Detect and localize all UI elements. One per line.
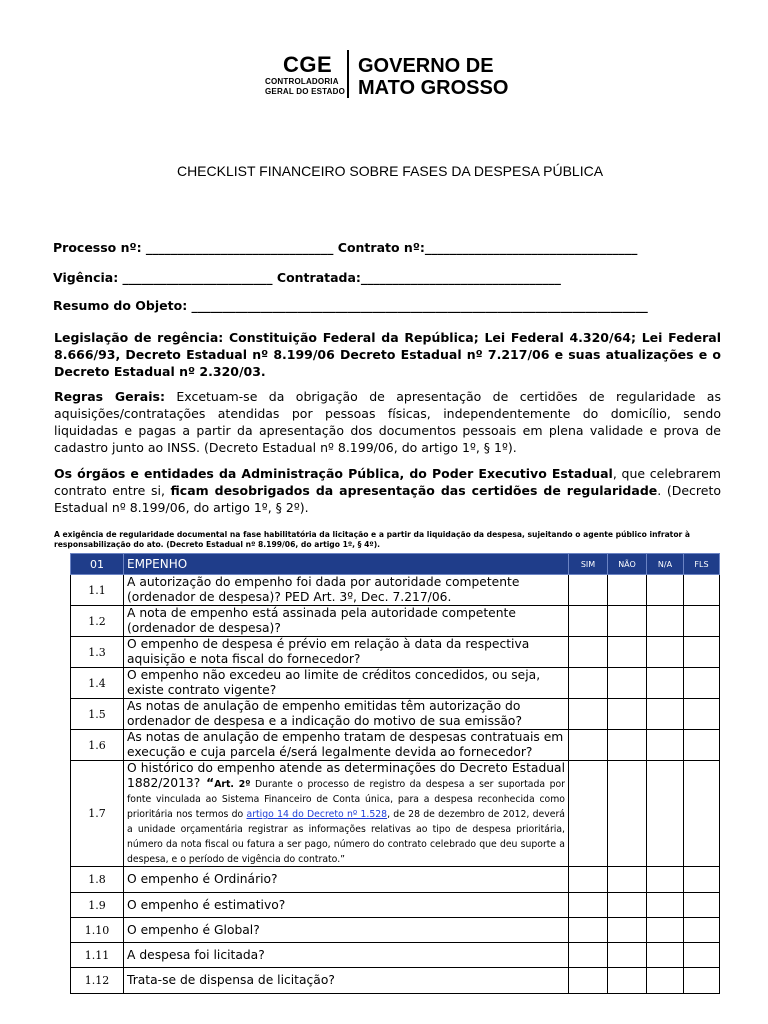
- row-number: 1.3: [71, 637, 124, 668]
- answer-sim-cell[interactable]: [569, 637, 608, 668]
- row-number: 1.7: [71, 761, 124, 867]
- answer-na-cell[interactable]: [647, 575, 684, 606]
- answer-nao-cell[interactable]: [608, 867, 647, 893]
- column-fls: FLS: [684, 554, 720, 575]
- row-number: 1.1: [71, 575, 124, 606]
- answer-na-cell[interactable]: [647, 943, 684, 968]
- answer-nao-cell[interactable]: [608, 699, 647, 730]
- row-number: 1.9: [71, 893, 124, 918]
- regras-gerais-label: Regras Gerais:: [54, 389, 165, 404]
- answer-sim-cell[interactable]: [569, 867, 608, 893]
- resumo-objeto-field: Resumo do Objeto: _________________________________________________________________________: [53, 298, 648, 313]
- row-number: 1.11: [71, 943, 124, 968]
- row-number: 1.5: [71, 699, 124, 730]
- answer-sim-cell[interactable]: [569, 918, 608, 943]
- table-row: [71, 893, 720, 918]
- row-question: [124, 761, 569, 867]
- answer-sim-cell[interactable]: [569, 730, 608, 761]
- orgaos-text-2: . (Decreto Estadual nº 8.199/06, do artigo 1º, § 2º).: [54, 483, 721, 515]
- logo-divider: [347, 50, 349, 98]
- regularidade-note: A exigência de regularidade documental na fase habilitatória da licitação e a partir da liquidação da despesa, sujeitando o agente público infrator à responsabilização do ato. (Decreto Estadual nº 8.199/06, do artigo 1º, § 4º).: [54, 530, 691, 549]
- orgaos-paragraph: [54, 465, 721, 516]
- answer-fls-cell[interactable]: [684, 637, 720, 668]
- row-question: A nota de empenho está assinada pela autoridade competente (ordenador de despesa)?: [124, 606, 569, 637]
- row-number: 1.4: [71, 668, 124, 699]
- checklist-table: [70, 553, 720, 994]
- answer-fls-cell[interactable]: [684, 606, 720, 637]
- table-row: [71, 943, 720, 968]
- answer-nao-cell[interactable]: [608, 893, 647, 918]
- answer-sim-cell[interactable]: [569, 668, 608, 699]
- row-question: A autorização do empenho foi dada por autoridade competente (ordenador de despesa)? PED Art. 3º, Dec. 7.217/06.: [124, 575, 569, 606]
- row-question: O empenho é Ordinário?: [124, 867, 569, 893]
- answer-sim-cell[interactable]: [569, 575, 608, 606]
- column-na: N/A: [647, 554, 684, 575]
- answer-fls-cell[interactable]: [684, 730, 720, 761]
- row-question: A despesa foi licitada?: [124, 943, 569, 968]
- answer-fls-cell[interactable]: [684, 867, 720, 893]
- logo-government-line2: MATO GROSSO: [358, 77, 509, 99]
- answer-nao-cell[interactable]: [608, 668, 647, 699]
- answer-nao-cell[interactable]: [608, 968, 647, 994]
- row-number: 1.6: [71, 730, 124, 761]
- answer-fls-cell[interactable]: [684, 968, 720, 994]
- answer-nao-cell[interactable]: [608, 943, 647, 968]
- legislacao-paragraph: Legislação de regência: Constituição Federal da República; Lei Federal 4.320/64; Lei Federal 8.666/93, Decreto Estadual nº 8.199/06 Decreto Estadual nº 7.217/06 e suas atualizações e o Decreto Estadual nº 2.320/03.: [54, 330, 721, 379]
- table-row: [71, 606, 720, 637]
- answer-nao-cell[interactable]: [608, 606, 647, 637]
- answer-na-cell[interactable]: [647, 893, 684, 918]
- row-number: 1.10: [71, 918, 124, 943]
- table-row: [71, 867, 720, 893]
- table-row: [71, 699, 720, 730]
- answer-nao-cell[interactable]: [608, 637, 647, 668]
- answer-fls-cell[interactable]: [684, 668, 720, 699]
- answer-nao-cell[interactable]: [608, 918, 647, 943]
- answer-sim-cell[interactable]: [569, 893, 608, 918]
- answer-fls-cell[interactable]: [684, 943, 720, 968]
- row-question: O empenho é estimativo?: [124, 893, 569, 918]
- answer-sim-cell[interactable]: [569, 606, 608, 637]
- row-number: 1.2: [71, 606, 124, 637]
- document-title: CHECKLIST FINANCEIRO SOBRE FASES DA DESPESA PÚBLICA: [176, 163, 604, 179]
- answer-na-cell[interactable]: [647, 867, 684, 893]
- logo-government-line1: GOVERNO DE: [358, 55, 494, 77]
- orgaos-bold-2: ficam desobrigados da apresentação das certidões de regularidade: [170, 483, 658, 498]
- column-sim: SIM: [569, 554, 608, 575]
- processo-contrato-field: Processo nº: ______________________________ Contrato nº:__________________________________: [53, 240, 638, 255]
- article-label: Art. 2º: [214, 779, 251, 790]
- logo-acronym: CGE: [283, 52, 333, 77]
- answer-na-cell[interactable]: [647, 606, 684, 637]
- table-row: [71, 761, 720, 867]
- answer-na-cell[interactable]: [647, 761, 684, 867]
- answer-na-cell[interactable]: [647, 918, 684, 943]
- row-question: O empenho de despesa é prévio em relação à data da respectiva aquisição e nota fiscal do fornecedor?: [124, 637, 569, 668]
- answer-sim-cell[interactable]: [569, 968, 608, 994]
- answer-fls-cell[interactable]: [684, 761, 720, 867]
- table-row: [71, 637, 720, 668]
- answer-sim-cell[interactable]: [569, 943, 608, 968]
- answer-na-cell[interactable]: [647, 668, 684, 699]
- logo-subtitle-line1: CONTROLADORIA: [265, 77, 339, 86]
- section-title: EMPENHO: [124, 554, 569, 575]
- table-row: [71, 968, 720, 994]
- row-number: 1.8: [71, 867, 124, 893]
- table-row: [71, 918, 720, 943]
- row-question-text: O histórico do empenho atende as determinações do Decreto Estadual 1882/2013?: [127, 761, 565, 790]
- answer-na-cell[interactable]: [647, 730, 684, 761]
- answer-nao-cell[interactable]: [608, 730, 647, 761]
- answer-fls-cell[interactable]: [684, 918, 720, 943]
- table-row: [71, 575, 720, 606]
- column-nao: NÃO: [608, 554, 647, 575]
- answer-fls-cell[interactable]: [684, 699, 720, 730]
- answer-fls-cell[interactable]: [684, 575, 720, 606]
- answer-sim-cell[interactable]: [569, 699, 608, 730]
- regras-gerais-paragraph: [54, 388, 721, 456]
- orgaos-text-1: , que celebrarem contrato entre si,: [54, 466, 721, 498]
- answer-sim-cell[interactable]: [569, 761, 608, 867]
- row-question: O empenho não excedeu ao limite de créditos concedidos, ou seja, existe contrato vigente?: [124, 668, 569, 699]
- row-number: 1.12: [71, 968, 124, 994]
- article-text-a: Durante o processo de registro da despesa a ser suportada por fonte vinculada ao Sistema Financeiro de Conta única, para a despesa reconhecida como prioritária nos termos do: [127, 779, 565, 820]
- table-row: [71, 730, 720, 761]
- regras-gerais-text: Excetuam-se da obrigação de apresentação de certidões de regularidade as aquisições/contratações atendidas por pessoas físicas, independentemente do domicílio, sendo liquidadas e pagas a partir da apresentação dos documentos pessoais em plena validade e prova de cadastro junto ao INSS. (Decreto Estadual nº 8.199/06, do artigo 1º, § 1º).: [54, 389, 721, 455]
- article-text-b: , de 28 de dezembro de 2012, deverá a unidade orçamentária registrar as informações relativas ao tipo de despesa prioritária, número da nota fiscal ou fatura a ser pago, número do contrato celebrado que deu suporte a despesa, e o período de vigência do contrato.”: [127, 809, 565, 865]
- answer-na-cell[interactable]: [647, 968, 684, 994]
- answer-nao-cell[interactable]: [608, 575, 647, 606]
- table-row: [71, 668, 720, 699]
- vigencia-contratada-field: Vigência: ________________________ Contratada:________________________________: [53, 270, 561, 285]
- quote-open: “: [200, 776, 215, 790]
- row-question: As notas de anulação de empenho emitidas têm autorização do ordenador de despesa e a indicação do motivo de sua emissão?: [124, 699, 569, 730]
- orgaos-bold-1: Os órgãos e entidades da Administração Pública, do Poder Executivo Estadual: [54, 466, 613, 481]
- row-question: Trata-se de dispensa de licitação?: [124, 968, 569, 994]
- answer-nao-cell[interactable]: [608, 761, 647, 867]
- row-question: As notas de anulação de empenho tratam de despesas contratuais em execução e cuja parcela é/será legalmente devida ao fornecedor?: [124, 730, 569, 761]
- row-question: O empenho é Global?: [124, 918, 569, 943]
- decree-link[interactable]: artigo 14 do Decreto nº 1.528: [246, 809, 388, 820]
- logo-subtitle-line2: GERAL DO ESTADO: [265, 87, 346, 96]
- answer-na-cell[interactable]: [647, 699, 684, 730]
- section-number: 01: [71, 554, 124, 575]
- answer-na-cell[interactable]: [647, 637, 684, 668]
- answer-fls-cell[interactable]: [684, 893, 720, 918]
- table-header-row: [71, 554, 720, 575]
